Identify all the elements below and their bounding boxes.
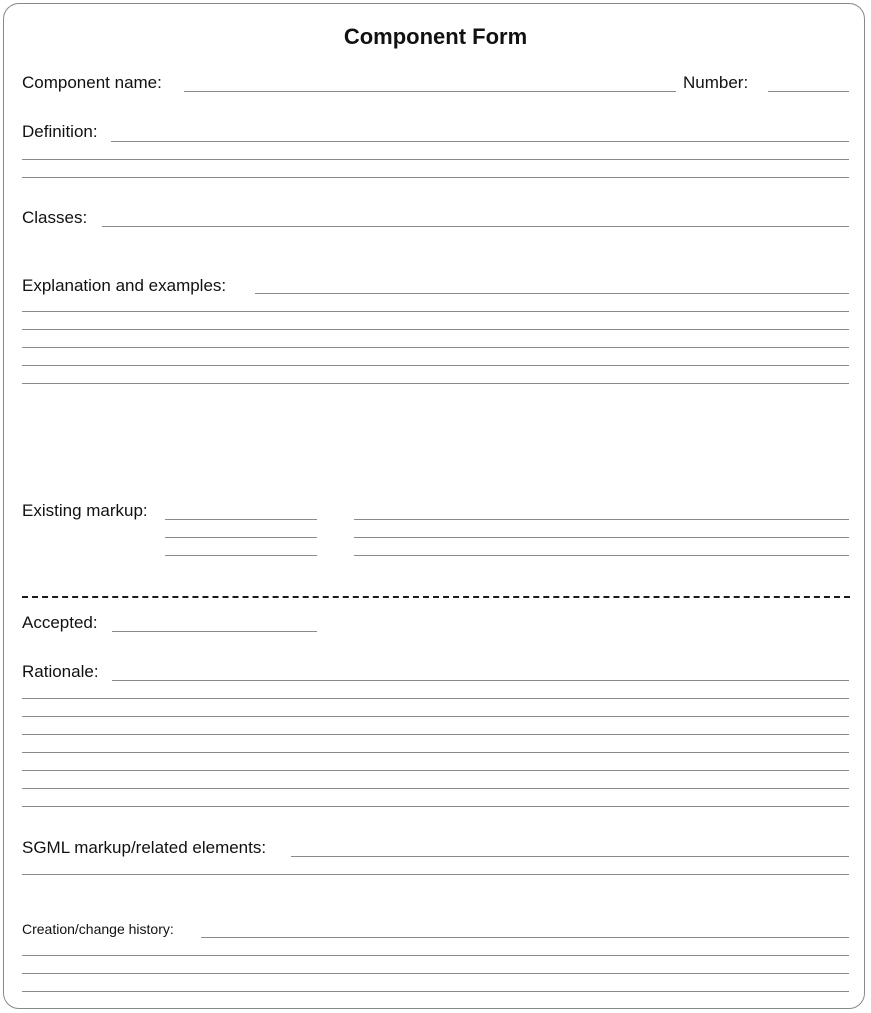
explanation-field-line-4[interactable] <box>22 347 849 348</box>
section-divider <box>22 596 850 598</box>
definition-label: Definition: <box>22 122 98 141</box>
history-field-line-1[interactable] <box>201 937 849 938</box>
existing-markup-right-line-1[interactable] <box>354 519 849 520</box>
number-field[interactable] <box>768 91 849 92</box>
sgml-field-line-1[interactable] <box>291 856 849 857</box>
explanation-field-line-5[interactable] <box>22 365 849 366</box>
existing-markup-label: Existing markup: <box>22 501 148 520</box>
explanation-field-line-2[interactable] <box>22 311 849 312</box>
existing-markup-left-line-1[interactable] <box>165 519 317 520</box>
existing-markup-right-line-3[interactable] <box>354 555 849 556</box>
classes-field[interactable] <box>102 226 849 227</box>
history-field-line-4[interactable] <box>22 991 849 992</box>
definition-field-line-2[interactable] <box>22 159 849 160</box>
rationale-field-line-6[interactable] <box>22 770 849 771</box>
accepted-field[interactable] <box>112 631 317 632</box>
explanation-label: Explanation and examples: <box>22 276 227 295</box>
definition-field-line-3[interactable] <box>22 177 849 178</box>
definition-field-line-1[interactable] <box>111 141 849 142</box>
classes-label: Classes: <box>22 208 88 227</box>
explanation-field-line-6[interactable] <box>22 383 849 384</box>
explanation-field-line-1[interactable] <box>255 293 849 294</box>
sgml-label: SGML markup/related elements: <box>22 838 267 857</box>
history-label: Creation/change history: <box>22 921 174 937</box>
rationale-field-line-3[interactable] <box>22 716 849 717</box>
rationale-field-line-8[interactable] <box>22 806 849 807</box>
rationale-field-line-7[interactable] <box>22 788 849 789</box>
history-field-line-2[interactable] <box>22 955 849 956</box>
sgml-field-line-2[interactable] <box>22 874 849 875</box>
existing-markup-right-line-2[interactable] <box>354 537 849 538</box>
accepted-label: Accepted: <box>22 613 98 632</box>
component-name-label: Component name: <box>22 73 162 92</box>
existing-markup-left-line-3[interactable] <box>165 555 317 556</box>
rationale-field-line-2[interactable] <box>22 698 849 699</box>
history-field-line-3[interactable] <box>22 973 849 974</box>
rationale-field-line-1[interactable] <box>112 680 849 681</box>
rationale-field-line-4[interactable] <box>22 734 849 735</box>
rationale-label: Rationale: <box>22 662 99 681</box>
rationale-field-line-5[interactable] <box>22 752 849 753</box>
component-name-field[interactable] <box>184 91 676 92</box>
form-title: Component Form <box>343 24 528 49</box>
explanation-field-line-3[interactable] <box>22 329 849 330</box>
existing-markup-left-line-2[interactable] <box>165 537 317 538</box>
number-label: Number: <box>683 73 749 92</box>
